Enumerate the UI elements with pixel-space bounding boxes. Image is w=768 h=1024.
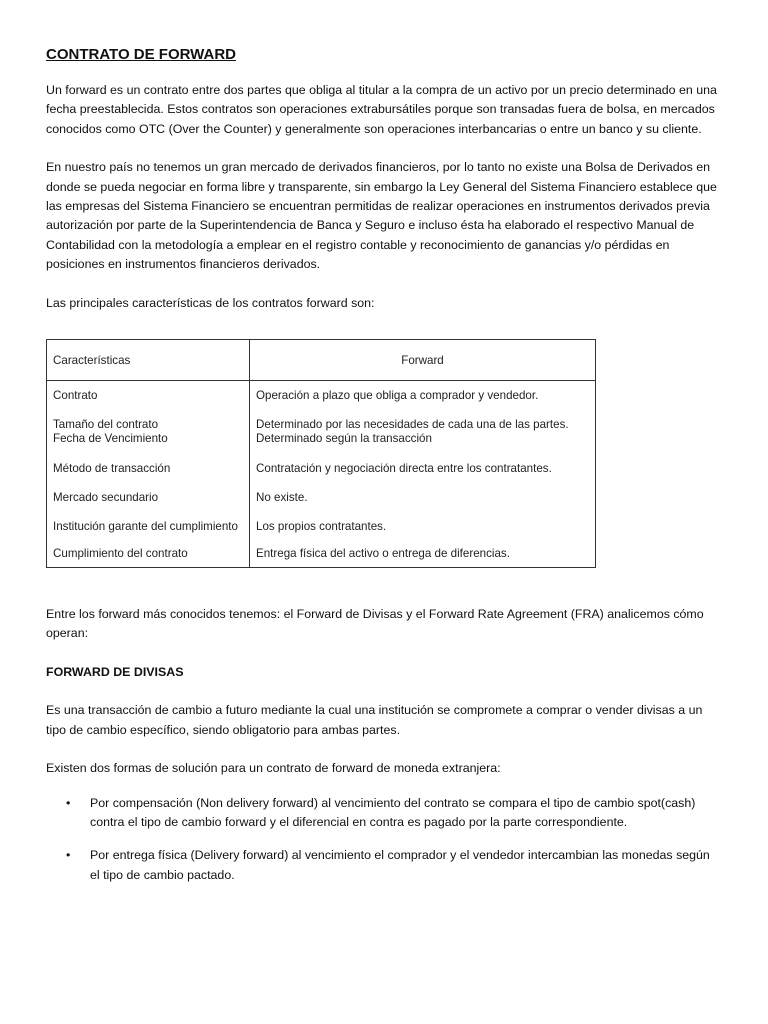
paragraph-solution-forms: Existen dos formas de solución para un contrato de forward de moneda extranjera: [46, 761, 501, 776]
table-row [47, 483, 596, 512]
table-row [47, 541, 596, 568]
table-header-forward: Forward [250, 340, 596, 381]
table-cell-forward: Entrega física del activo o entrega de diferencias. [256, 547, 510, 561]
table-cell-line: Fecha de Vencimiento [53, 432, 168, 446]
paragraph-local-market: En nuestro país no tenemos un gran mercado de derivados financieros, por lo tanto no existe una Bolsa de Derivados en donde se pueda negociar en forma libre y transparente, sin embargo la Ley General del Sistema Financiero establece que las empresas del Sistema Financiero se encuentran permitidas de realizar operaciones en instrumentos derivados previa autorización por parte de la Superintendencia de Banca y Seguro e incluso ésta ha elaborado el respectivo Manual de Contabilidad con la metodología a emplear en el registro contable y reconocimiento de ganancias y/o pérdidas en posiciones en instrumentos financieros derivados. [46, 160, 717, 272]
section-heading-forward-divisas: FORWARD DE DIVISAS [46, 664, 184, 679]
document-page [46, 44, 722, 899]
table-cell-characteristic: Contrato [47, 381, 250, 411]
table-cell-forward: Contratación y negociación directa entre los contratantes. [256, 461, 552, 475]
table-header-characteristics: Características [47, 340, 250, 381]
table-cell-line: Tamaño del contrato [53, 418, 159, 432]
list-item-text: Por compensación (Non delivery forward) al vencimiento del contrato se compara el tipo de cambio spot(cash) contra el tipo de cambio forward y el diferencial en contra es pagado por la parte correspondiente. [90, 795, 696, 829]
table-cell-line: Determinado por las necesidades de cada una de las partes. [256, 418, 569, 432]
table-cell-characteristic: Mercado secundario [47, 483, 250, 512]
table-cell-line: Determinado según la transacción [256, 432, 432, 446]
table-cell-forward: Los propios contratantes. [256, 519, 387, 533]
list-item [46, 846, 722, 885]
bullet-marker: • [66, 848, 71, 863]
table-cell-characteristic: Institución garante del cumplimiento [47, 512, 250, 541]
paragraph-table-intro: Las principales características de los contratos forward son: [46, 295, 375, 310]
list-item [46, 794, 722, 833]
table-header-row [47, 340, 596, 381]
table-cell-characteristic: Método de transacción [47, 454, 250, 483]
table-cell-characteristic: Cumplimiento del contrato [47, 541, 250, 568]
list-item-text: Por entrega física (Delivery forward) al vencimiento el comprador y el vendedor intercambian las monedas según el tipo de cambio pactado. [90, 848, 710, 882]
table-row [47, 454, 596, 483]
table-row [47, 512, 596, 541]
solution-list [46, 794, 722, 886]
characteristics-table [46, 339, 596, 568]
table-row [47, 410, 596, 454]
table-cell-forward: No existe. [256, 490, 308, 504]
document-title: CONTRATO DE FORWARD [46, 46, 236, 63]
bullet-marker: • [66, 795, 71, 810]
table-cell-characteristic [47, 410, 250, 454]
paragraph-known-forwards: Entre los forward más conocidos tenemos: el Forward de Divisas y el Forward Rate Agreement (FRA) analicemos cómo operan: [46, 607, 704, 641]
table-cell-forward: Operación a plazo que obliga a comprador y vendedor. [256, 388, 539, 402]
table-row [47, 381, 596, 411]
paragraph-forward-divisas: Es una transacción de cambio a futuro mediante la cual una institución se compromete a comprar o vender divisas a un tipo de cambio específico, siendo obligatorio para ambas partes. [46, 703, 703, 737]
table-cell-forward [250, 410, 596, 454]
paragraph-definition: Un forward es un contrato entre dos partes que obliga al titular a la compra de un activo por un precio determinado en una fecha preestablecida. Estos contratos son operaciones extrabursátiles porque son transadas fuera de bolsa, en mercados conocidos como OTC (Over the Counter) y generalmente son operaciones interbancarias o entre un banco y su cliente. [46, 83, 717, 136]
